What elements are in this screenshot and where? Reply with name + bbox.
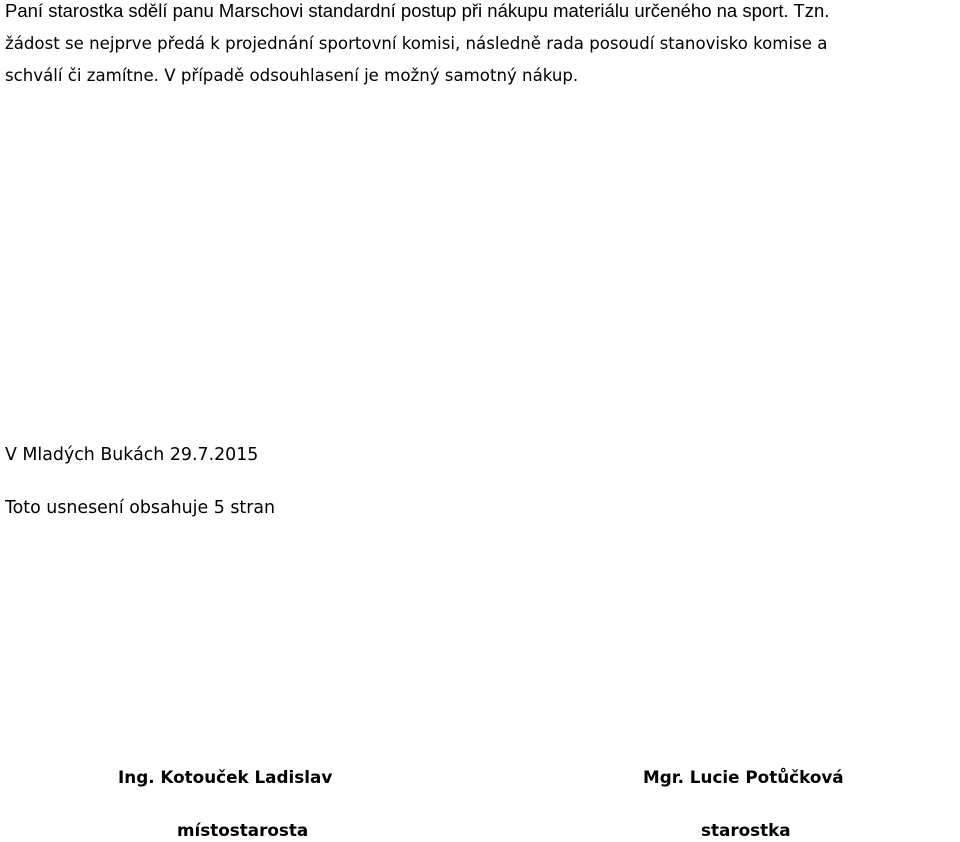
signatory-left-name: Ing. Kotouček Ladislav [118, 767, 333, 787]
signatory-right-role: starostka [701, 820, 791, 840]
page-count-note: Toto usnesení obsahuje 5 stran [5, 498, 276, 518]
paragraph-line-2: žádost se nejprve předá k projednání sportovní komisi, následně rada posoudí stanovisko komise a [5, 34, 828, 53]
signatory-left-role: místostarosta [177, 820, 309, 840]
signatory-right-name: Mgr. Lucie Potůčková [643, 767, 844, 787]
paragraph-line-3: schválí či zamítne. V případě odsouhlasení je možný samotný nákup. [5, 66, 579, 85]
place-and-date: V Mladých Bukách 29.7.2015 [5, 445, 259, 465]
paragraph-line-1: Paní starostka sdělí panu Marschovi standardní postup při nákupu materiálu určeného na sport. Tzn. [5, 0, 830, 21]
